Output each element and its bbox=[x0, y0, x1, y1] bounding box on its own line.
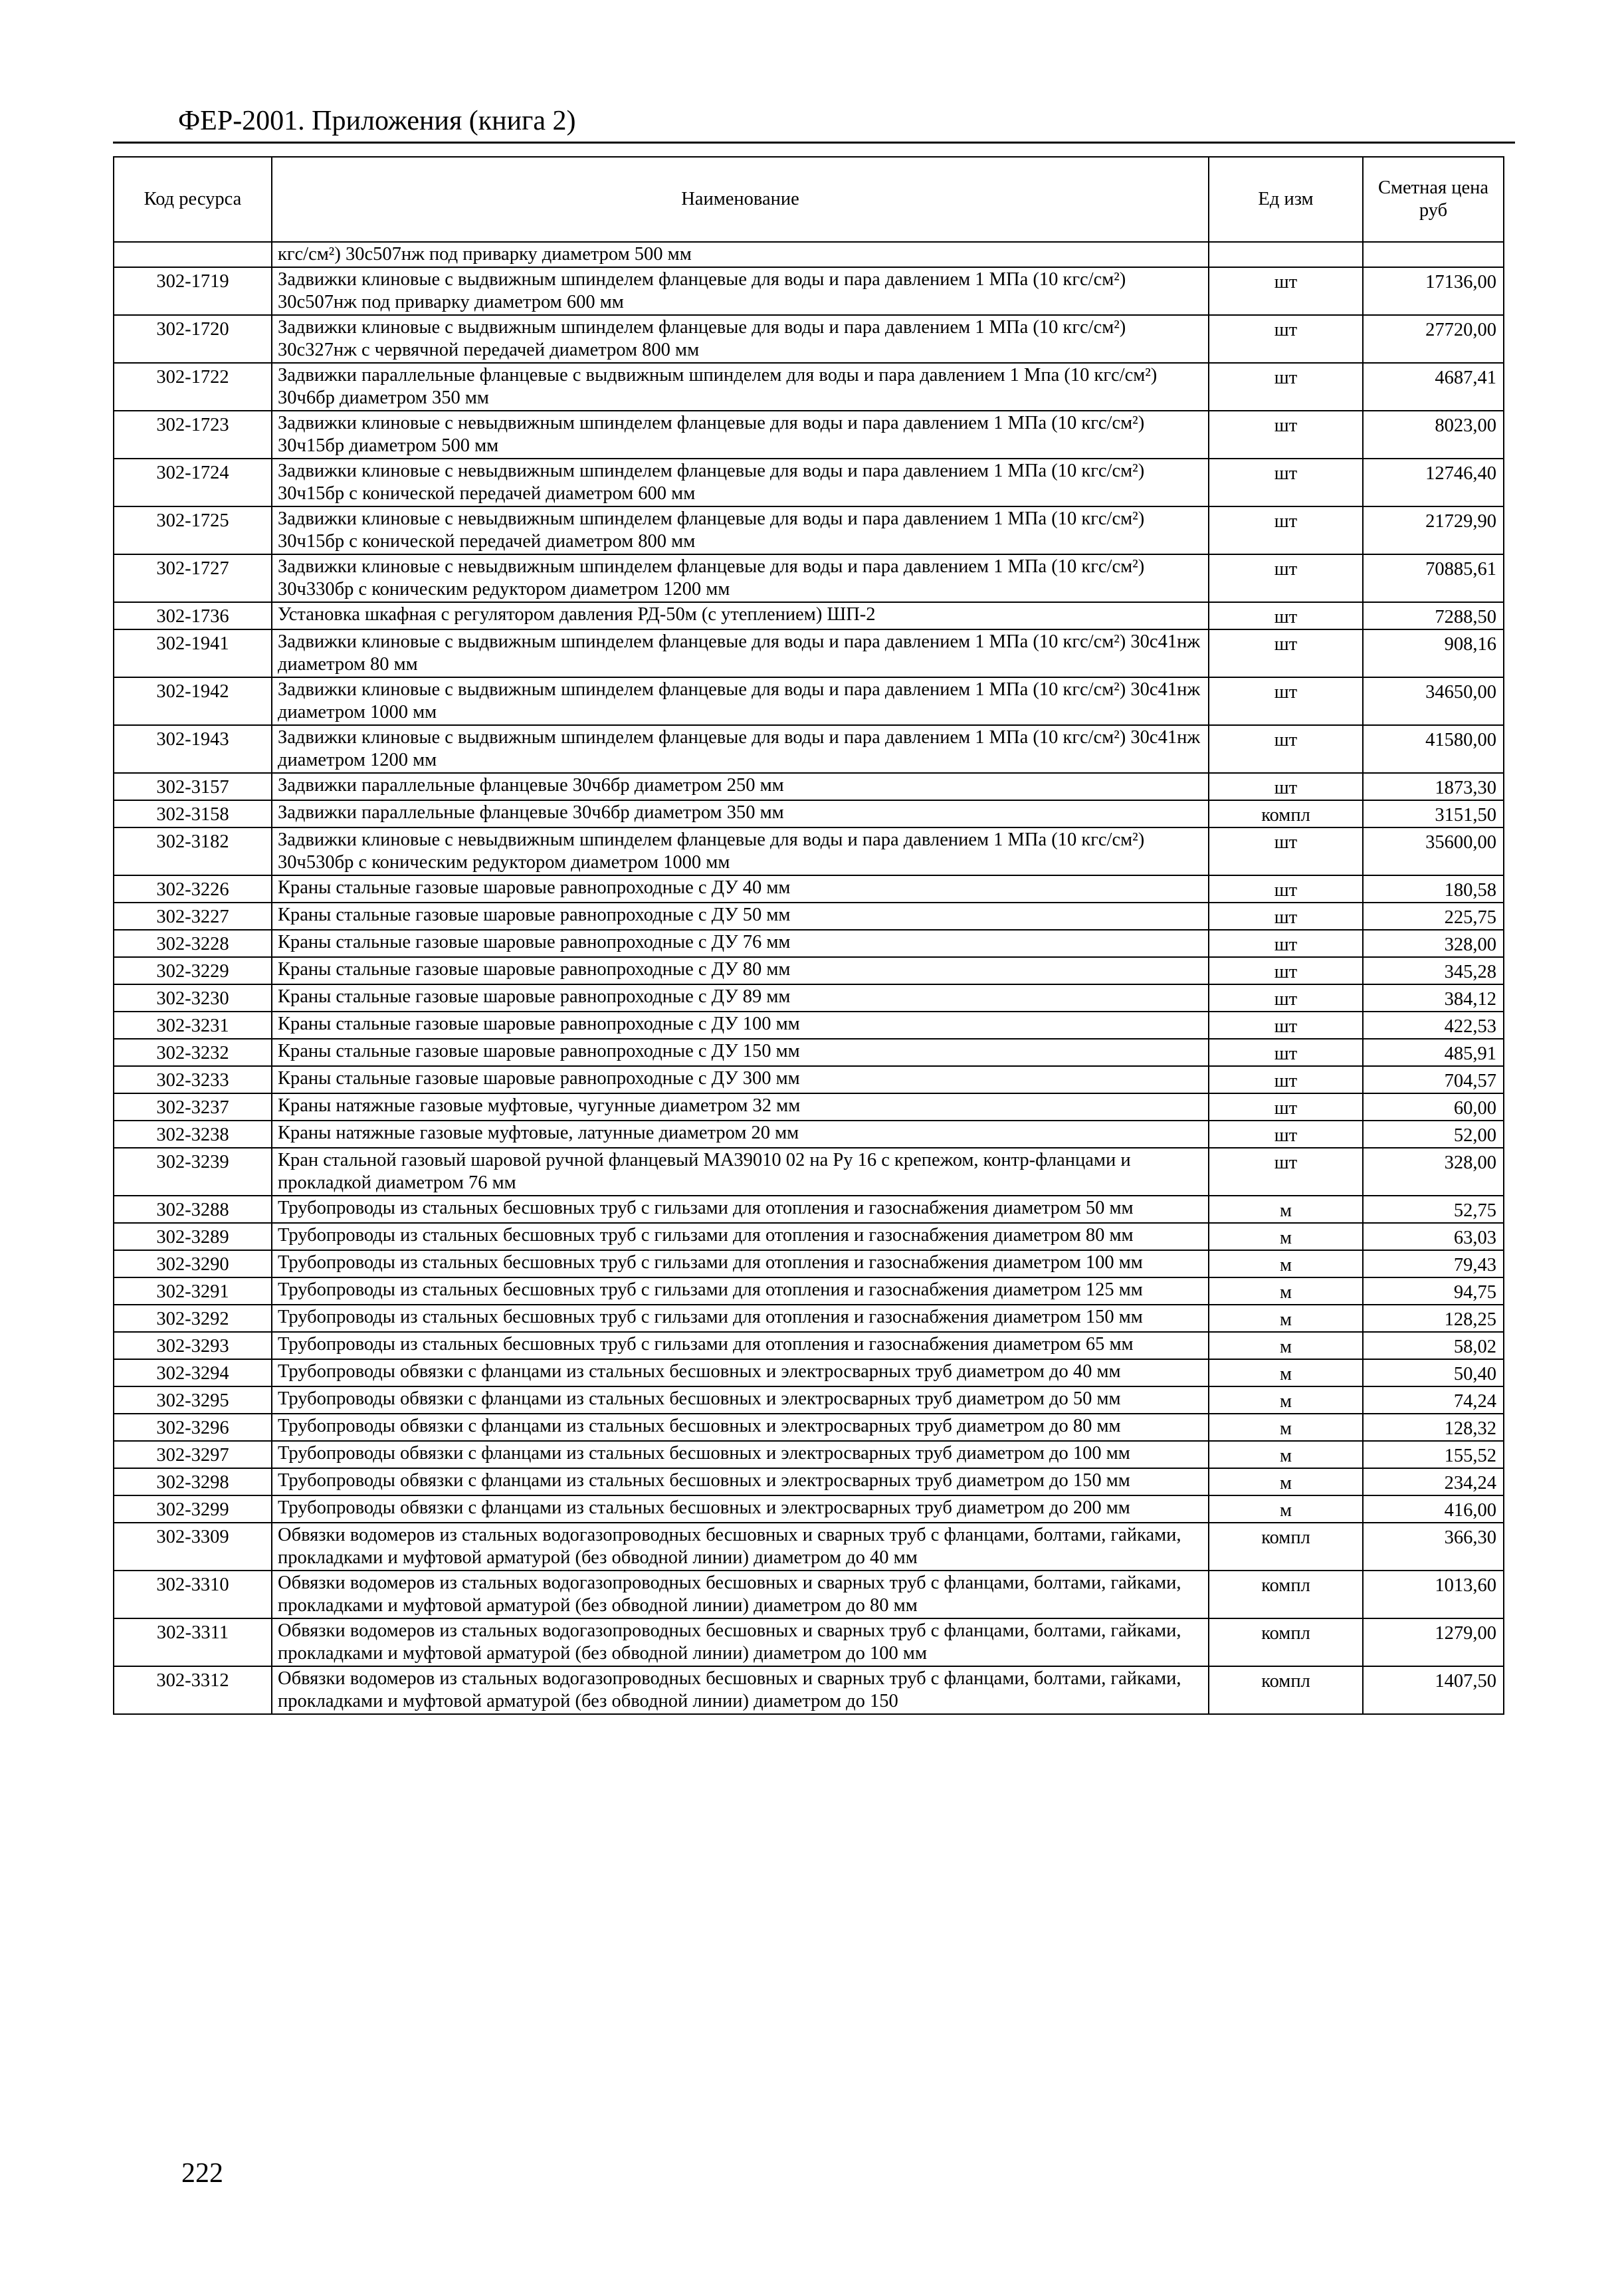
table-row bbox=[114, 903, 1504, 930]
header-rule bbox=[113, 142, 1515, 144]
cell-unit: шт bbox=[1209, 875, 1363, 903]
table-row bbox=[114, 1468, 1504, 1495]
page-header-title: ФЕР-2001. Приложения (книга 2) bbox=[178, 106, 576, 136]
cell-price: 21729,90 bbox=[1363, 506, 1504, 554]
cell-unit: шт bbox=[1209, 459, 1363, 506]
cell-name: Задвижки клиновые с выдвижным шпинделем фланцевые для воды и пара давлением 1 МПа (10 кгс/см²) 30с327нж с червячной передачей диаметром 800 мм bbox=[272, 315, 1209, 363]
cell-price: 3151,50 bbox=[1363, 800, 1504, 827]
table-row bbox=[114, 1250, 1504, 1277]
cell-code: 302-3291 bbox=[114, 1277, 272, 1305]
table-row bbox=[114, 1121, 1504, 1148]
cell-code: 302-1727 bbox=[114, 554, 272, 602]
cell-unit: шт bbox=[1209, 363, 1363, 411]
cell-unit: м bbox=[1209, 1414, 1363, 1441]
cell-price: 70885,61 bbox=[1363, 554, 1504, 602]
table-row bbox=[114, 1093, 1504, 1121]
table-row bbox=[114, 1148, 1504, 1196]
cell-name: Трубопроводы обвязки с фланцами из стальных бесшовных и электросварных труб диаметром до 200 мм bbox=[272, 1495, 1209, 1523]
table-row bbox=[114, 267, 1504, 315]
cell-code: 302-3311 bbox=[114, 1618, 272, 1666]
cell-code: 302-3295 bbox=[114, 1386, 272, 1414]
cell-code: 302-3238 bbox=[114, 1121, 272, 1148]
cell-unit: шт bbox=[1209, 1012, 1363, 1039]
cell-price: 328,00 bbox=[1363, 1148, 1504, 1196]
table-row bbox=[114, 1066, 1504, 1093]
table-header-row bbox=[114, 157, 1504, 242]
cell-unit: шт bbox=[1209, 930, 1363, 957]
cell-unit: компл bbox=[1209, 800, 1363, 827]
price-table bbox=[113, 156, 1504, 1715]
cell-price: 366,30 bbox=[1363, 1523, 1504, 1571]
cell-code: 302-3228 bbox=[114, 930, 272, 957]
cell-code: 302-3157 bbox=[114, 773, 272, 800]
cell-price: 328,00 bbox=[1363, 930, 1504, 957]
cell-unit: шт bbox=[1209, 602, 1363, 629]
column-header-price: Сметная цена руб bbox=[1363, 157, 1504, 242]
table-row bbox=[114, 957, 1504, 984]
cell-price: 35600,00 bbox=[1363, 827, 1504, 875]
cell-unit: м bbox=[1209, 1359, 1363, 1386]
cell-price: 128,32 bbox=[1363, 1414, 1504, 1441]
cell-name: Задвижки клиновые с выдвижным шпинделем фланцевые для воды и пара давлением 1 МПа (10 кгс/см²) 30с41нж диаметром 80 мм bbox=[272, 629, 1209, 677]
cell-price: 8023,00 bbox=[1363, 411, 1504, 459]
table-row bbox=[114, 1277, 1504, 1305]
cell-price: 41580,00 bbox=[1363, 725, 1504, 773]
cell-code: 302-1736 bbox=[114, 602, 272, 629]
cell-unit: м bbox=[1209, 1196, 1363, 1223]
cell-unit: компл bbox=[1209, 1571, 1363, 1618]
table-row bbox=[114, 506, 1504, 554]
table-row bbox=[114, 411, 1504, 459]
cell-unit: шт bbox=[1209, 725, 1363, 773]
cell-price: 7288,50 bbox=[1363, 602, 1504, 629]
cell-name: Краны стальные газовые шаровые равнопроходные с ДУ 89 мм bbox=[272, 984, 1209, 1012]
cell-code bbox=[114, 242, 272, 267]
cell-name: кгс/см²) 30с507нж под приварку диаметром 500 мм bbox=[272, 242, 1209, 267]
cell-name: Трубопроводы обвязки с фланцами из стальных бесшовных и электросварных труб диаметром до 150 мм bbox=[272, 1468, 1209, 1495]
cell-name: Трубопроводы из стальных бесшовных труб с гильзами для отопления и газоснабжения диаметром 50 мм bbox=[272, 1196, 1209, 1223]
cell-code: 302-3232 bbox=[114, 1039, 272, 1066]
cell-price: 17136,00 bbox=[1363, 267, 1504, 315]
cell-price: 485,91 bbox=[1363, 1039, 1504, 1066]
cell-code: 302-3233 bbox=[114, 1066, 272, 1093]
table-row bbox=[114, 1332, 1504, 1359]
cell-price: 345,28 bbox=[1363, 957, 1504, 984]
cell-unit: м bbox=[1209, 1277, 1363, 1305]
table-row bbox=[114, 629, 1504, 677]
cell-code: 302-3290 bbox=[114, 1250, 272, 1277]
table-row bbox=[114, 1386, 1504, 1414]
cell-code: 302-3227 bbox=[114, 903, 272, 930]
cell-unit: м bbox=[1209, 1495, 1363, 1523]
cell-name: Краны натяжные газовые муфтовые, латунные диаметром 20 мм bbox=[272, 1121, 1209, 1148]
cell-unit: шт bbox=[1209, 903, 1363, 930]
cell-name: Трубопроводы из стальных бесшовных труб с гильзами для отопления и газоснабжения диаметром 150 мм bbox=[272, 1305, 1209, 1332]
cell-name: Задвижки клиновые с невыдвижным шпинделем фланцевые для воды и пара давлением 1 МПа (10 кгс/см²) 30ч330бр с коническим редуктором диаметром 1200 мм bbox=[272, 554, 1209, 602]
cell-unit: компл bbox=[1209, 1523, 1363, 1571]
cell-price: 704,57 bbox=[1363, 1066, 1504, 1093]
cell-code: 302-3312 bbox=[114, 1666, 272, 1714]
cell-unit: шт bbox=[1209, 411, 1363, 459]
cell-code: 302-3292 bbox=[114, 1305, 272, 1332]
cell-price: 52,00 bbox=[1363, 1121, 1504, 1148]
cell-code: 302-1719 bbox=[114, 267, 272, 315]
cell-price: 34650,00 bbox=[1363, 677, 1504, 725]
cell-price: 234,24 bbox=[1363, 1468, 1504, 1495]
table-row bbox=[114, 1571, 1504, 1618]
cell-price: 416,00 bbox=[1363, 1495, 1504, 1523]
cell-code: 302-3297 bbox=[114, 1441, 272, 1468]
cell-name: Краны стальные газовые шаровые равнопроходные с ДУ 50 мм bbox=[272, 903, 1209, 930]
table-row bbox=[114, 1196, 1504, 1223]
cell-unit bbox=[1209, 242, 1363, 267]
cell-code: 302-3229 bbox=[114, 957, 272, 984]
cell-code: 302-3296 bbox=[114, 1414, 272, 1441]
cell-price: 1873,30 bbox=[1363, 773, 1504, 800]
cell-price: 63,03 bbox=[1363, 1223, 1504, 1250]
cell-code: 302-3237 bbox=[114, 1093, 272, 1121]
cell-price: 74,24 bbox=[1363, 1386, 1504, 1414]
cell-price: 180,58 bbox=[1363, 875, 1504, 903]
cell-name: Трубопроводы из стальных бесшовных труб с гильзами для отопления и газоснабжения диаметром 80 мм bbox=[272, 1223, 1209, 1250]
cell-price: 50,40 bbox=[1363, 1359, 1504, 1386]
column-header-unit: Ед изм bbox=[1209, 157, 1363, 242]
cell-unit: шт bbox=[1209, 554, 1363, 602]
cell-code: 302-3288 bbox=[114, 1196, 272, 1223]
cell-unit: шт bbox=[1209, 315, 1363, 363]
table-row bbox=[114, 1414, 1504, 1441]
cell-unit: шт bbox=[1209, 827, 1363, 875]
cell-unit: м bbox=[1209, 1305, 1363, 1332]
cell-unit: шт bbox=[1209, 773, 1363, 800]
cell-code: 302-3231 bbox=[114, 1012, 272, 1039]
table-row bbox=[114, 1495, 1504, 1523]
cell-name: Задвижки клиновые с выдвижным шпинделем фланцевые для воды и пара давлением 1 МПа (10 кгс/см²) 30с507нж под приварку диаметром 600 мм bbox=[272, 267, 1209, 315]
cell-price: 79,43 bbox=[1363, 1250, 1504, 1277]
cell-name: Краны натяжные газовые муфтовые, чугунные диаметром 32 мм bbox=[272, 1093, 1209, 1121]
cell-name: Задвижки параллельные фланцевые с выдвижным шпинделем для воды и пара давлением 1 Мпа (10 кгс/см²) 30ч6бр диаметром 350 мм bbox=[272, 363, 1209, 411]
cell-code: 302-1941 bbox=[114, 629, 272, 677]
cell-unit: шт bbox=[1209, 267, 1363, 315]
table-row bbox=[114, 800, 1504, 827]
cell-name: Установка шкафная с регулятором давления РД-50м (с утеплением) ШП-2 bbox=[272, 602, 1209, 629]
cell-name: Трубопроводы из стальных бесшовных труб с гильзами для отопления и газоснабжения диаметром 125 мм bbox=[272, 1277, 1209, 1305]
cell-code: 302-3309 bbox=[114, 1523, 272, 1571]
cell-name: Задвижки клиновые с невыдвижным шпинделем фланцевые для воды и пара давлением 1 МПа (10 кгс/см²) 30ч15бр с конической передачей диаметром 600 мм bbox=[272, 459, 1209, 506]
cell-unit: шт bbox=[1209, 1039, 1363, 1066]
table-row bbox=[114, 930, 1504, 957]
cell-name: Краны стальные газовые шаровые равнопроходные с ДУ 76 мм bbox=[272, 930, 1209, 957]
table-row bbox=[114, 554, 1504, 602]
cell-price: 422,53 bbox=[1363, 1012, 1504, 1039]
cell-unit: шт bbox=[1209, 506, 1363, 554]
cell-code: 302-1724 bbox=[114, 459, 272, 506]
table-row bbox=[114, 1012, 1504, 1039]
cell-name: Обвязки водомеров из стальных водогазопроводных бесшовных и сварных труб с фланцами, болтами, гайками, прокладками и муфтовой арматурой (без обводной линии) диаметром до 150 bbox=[272, 1666, 1209, 1714]
cell-name: Кран стальной газовый шаровой ручной фланцевый МА39010 02 на Ру 16 с крепежом, контр-фланцами и прокладкой диаметром 76 мм bbox=[272, 1148, 1209, 1196]
cell-code: 302-3310 bbox=[114, 1571, 272, 1618]
table-row bbox=[114, 773, 1504, 800]
cell-name: Трубопроводы обвязки с фланцами из стальных бесшовных и электросварных труб диаметром до 100 мм bbox=[272, 1441, 1209, 1468]
cell-name: Трубопроводы обвязки с фланцами из стальных бесшовных и электросварных труб диаметром до 80 мм bbox=[272, 1414, 1209, 1441]
cell-price bbox=[1363, 242, 1504, 267]
table-row bbox=[114, 242, 1504, 267]
cell-name: Трубопроводы из стальных бесшовных труб с гильзами для отопления и газоснабжения диаметром 100 мм bbox=[272, 1250, 1209, 1277]
cell-price: 384,12 bbox=[1363, 984, 1504, 1012]
cell-unit: шт bbox=[1209, 957, 1363, 984]
cell-unit: шт bbox=[1209, 1148, 1363, 1196]
table-row bbox=[114, 1359, 1504, 1386]
cell-unit: м bbox=[1209, 1441, 1363, 1468]
cell-price: 1013,60 bbox=[1363, 1571, 1504, 1618]
cell-name: Задвижки клиновые с выдвижным шпинделем фланцевые для воды и пара давлением 1 МПа (10 кгс/см²) 30с41нж диаметром 1000 мм bbox=[272, 677, 1209, 725]
page-number: 222 bbox=[181, 2158, 223, 2189]
cell-unit: м bbox=[1209, 1386, 1363, 1414]
cell-name: Обвязки водомеров из стальных водогазопроводных бесшовных и сварных труб с фланцами, болтами, гайками, прокладками и муфтовой арматурой (без обводной линии) диаметром до 40 мм bbox=[272, 1523, 1209, 1571]
table-row bbox=[114, 1223, 1504, 1250]
table-row bbox=[114, 315, 1504, 363]
price-table-container bbox=[113, 156, 1503, 1715]
cell-name: Обвязки водомеров из стальных водогазопроводных бесшовных и сварных труб с фланцами, болтами, гайками, прокладками и муфтовой арматурой (без обводной линии) диаметром до 80 мм bbox=[272, 1571, 1209, 1618]
cell-name: Задвижки параллельные фланцевые 30ч6бр диаметром 250 мм bbox=[272, 773, 1209, 800]
column-header-code: Код ресурса bbox=[114, 157, 272, 242]
cell-code: 302-3226 bbox=[114, 875, 272, 903]
table-row bbox=[114, 459, 1504, 506]
cell-code: 302-3230 bbox=[114, 984, 272, 1012]
cell-unit: шт bbox=[1209, 1093, 1363, 1121]
cell-name: Обвязки водомеров из стальных водогазопроводных бесшовных и сварных труб с фланцами, болтами, гайками, прокладками и муфтовой арматурой (без обводной линии) диаметром до 100 мм bbox=[272, 1618, 1209, 1666]
cell-code: 302-1723 bbox=[114, 411, 272, 459]
cell-code: 302-3158 bbox=[114, 800, 272, 827]
cell-price: 155,52 bbox=[1363, 1441, 1504, 1468]
column-header-name: Наименование bbox=[272, 157, 1209, 242]
cell-name: Краны стальные газовые шаровые равнопроходные с ДУ 300 мм bbox=[272, 1066, 1209, 1093]
table-row bbox=[114, 363, 1504, 411]
cell-unit: компл bbox=[1209, 1618, 1363, 1666]
cell-name: Задвижки параллельные фланцевые 30ч6бр диаметром 350 мм bbox=[272, 800, 1209, 827]
table-row bbox=[114, 1441, 1504, 1468]
cell-price: 94,75 bbox=[1363, 1277, 1504, 1305]
cell-code: 302-3182 bbox=[114, 827, 272, 875]
cell-unit: м bbox=[1209, 1223, 1363, 1250]
cell-name: Трубопроводы обвязки с фланцами из стальных бесшовных и электросварных труб диаметром до 50 мм bbox=[272, 1386, 1209, 1414]
cell-price: 128,25 bbox=[1363, 1305, 1504, 1332]
cell-code: 302-1722 bbox=[114, 363, 272, 411]
cell-unit: шт bbox=[1209, 1066, 1363, 1093]
table-row bbox=[114, 1039, 1504, 1066]
cell-price: 908,16 bbox=[1363, 629, 1504, 677]
table-row bbox=[114, 725, 1504, 773]
cell-price: 225,75 bbox=[1363, 903, 1504, 930]
cell-name: Краны стальные газовые шаровые равнопроходные с ДУ 100 мм bbox=[272, 1012, 1209, 1039]
cell-code: 302-3239 bbox=[114, 1148, 272, 1196]
table-body bbox=[114, 242, 1504, 1714]
cell-name: Трубопроводы из стальных бесшовных труб с гильзами для отопления и газоснабжения диаметром 65 мм bbox=[272, 1332, 1209, 1359]
table-row bbox=[114, 1666, 1504, 1714]
cell-unit: м bbox=[1209, 1250, 1363, 1277]
table-row bbox=[114, 827, 1504, 875]
cell-code: 302-1942 bbox=[114, 677, 272, 725]
cell-price: 12746,40 bbox=[1363, 459, 1504, 506]
table-row bbox=[114, 875, 1504, 903]
cell-price: 1407,50 bbox=[1363, 1666, 1504, 1714]
cell-name: Задвижки клиновые с невыдвижным шпинделем фланцевые для воды и пара давлением 1 МПа (10 кгс/см²) 30ч15бр диаметром 500 мм bbox=[272, 411, 1209, 459]
cell-name: Задвижки клиновые с невыдвижным шпинделем фланцевые для воды и пара давлением 1 МПа (10 кгс/см²) 30ч15бр с конической передачей диаметром 800 мм bbox=[272, 506, 1209, 554]
cell-name: Краны стальные газовые шаровые равнопроходные с ДУ 40 мм bbox=[272, 875, 1209, 903]
cell-unit: шт bbox=[1209, 677, 1363, 725]
cell-code: 302-1720 bbox=[114, 315, 272, 363]
cell-unit: м bbox=[1209, 1332, 1363, 1359]
cell-price: 60,00 bbox=[1363, 1093, 1504, 1121]
table-row bbox=[114, 677, 1504, 725]
cell-name: Задвижки клиновые с невыдвижным шпинделем фланцевые для воды и пара давлением 1 МПа (10 кгс/см²) 30ч530бр с коническим редуктором диаметром 1000 мм bbox=[272, 827, 1209, 875]
cell-unit: компл bbox=[1209, 1666, 1363, 1714]
table-row bbox=[114, 984, 1504, 1012]
cell-price: 58,02 bbox=[1363, 1332, 1504, 1359]
table-row bbox=[114, 1523, 1504, 1571]
cell-unit: м bbox=[1209, 1468, 1363, 1495]
cell-price: 4687,41 bbox=[1363, 363, 1504, 411]
cell-name: Трубопроводы обвязки с фланцами из стальных бесшовных и электросварных труб диаметром до 40 мм bbox=[272, 1359, 1209, 1386]
cell-code: 302-3298 bbox=[114, 1468, 272, 1495]
cell-name: Задвижки клиновые с выдвижным шпинделем фланцевые для воды и пара давлением 1 МПа (10 кгс/см²) 30с41нж диаметром 1200 мм bbox=[272, 725, 1209, 773]
cell-name: Краны стальные газовые шаровые равнопроходные с ДУ 80 мм bbox=[272, 957, 1209, 984]
cell-code: 302-3299 bbox=[114, 1495, 272, 1523]
cell-unit: шт bbox=[1209, 629, 1363, 677]
cell-code: 302-3294 bbox=[114, 1359, 272, 1386]
cell-price: 27720,00 bbox=[1363, 315, 1504, 363]
cell-code: 302-3293 bbox=[114, 1332, 272, 1359]
cell-code: 302-1943 bbox=[114, 725, 272, 773]
cell-unit: шт bbox=[1209, 1121, 1363, 1148]
cell-price: 1279,00 bbox=[1363, 1618, 1504, 1666]
cell-name: Краны стальные газовые шаровые равнопроходные с ДУ 150 мм bbox=[272, 1039, 1209, 1066]
table-row bbox=[114, 1305, 1504, 1332]
cell-code: 302-3289 bbox=[114, 1223, 272, 1250]
table-row bbox=[114, 1618, 1504, 1666]
cell-price: 52,75 bbox=[1363, 1196, 1504, 1223]
table-row bbox=[114, 602, 1504, 629]
cell-code: 302-1725 bbox=[114, 506, 272, 554]
cell-unit: шт bbox=[1209, 984, 1363, 1012]
